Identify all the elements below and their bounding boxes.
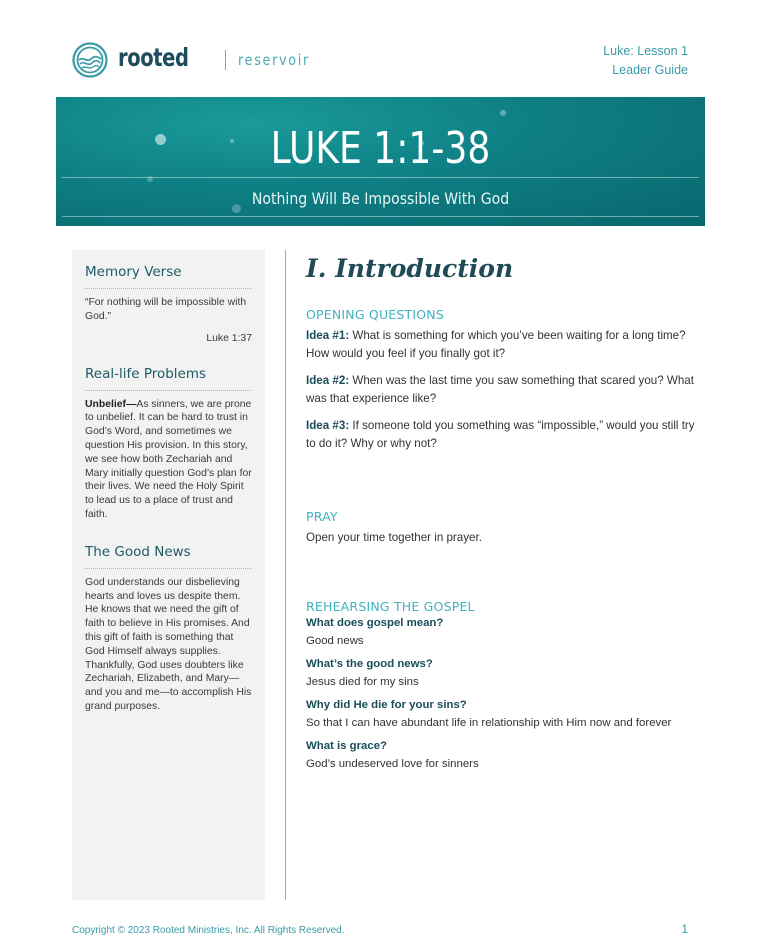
idea-item [306, 327, 696, 363]
gospel-question: What’s the good news? [306, 658, 433, 670]
gospel-question: What is grace? [306, 740, 388, 752]
memory-verse-reference: Luke 1:37 [206, 332, 252, 344]
title-banner [56, 97, 705, 226]
sidebar [72, 250, 265, 900]
gospel-heading: REHEARSING THE GOSPEL [306, 599, 475, 614]
banner-subtitle: Nothing Will Be Impossible With God [251, 189, 510, 208]
good-news-heading: The Good News [85, 544, 252, 569]
column-divider [285, 250, 286, 900]
problems-heading: Real-life Problems [85, 366, 252, 391]
logo-separator [225, 50, 226, 70]
problems-text [85, 398, 252, 522]
idea-text: What is something for which you’ve been waiting for a long time? How would you feel if you finally got it? [306, 329, 686, 360]
real-life-problems-section [85, 366, 252, 522]
idea-label: Idea #2: [306, 374, 350, 387]
banner-rule-bottom [62, 216, 699, 217]
wave-circle-logo-icon [72, 42, 108, 78]
bokeh-dot [500, 110, 506, 116]
memory-verse-text: “For nothing will be impossible with God.” [85, 297, 247, 322]
rehearsing-gospel-section [306, 599, 696, 773]
logo-subtitle: reservoir [238, 51, 310, 69]
problems-body: As sinners, we are prone to unbelief. It can be hard to trust in God’s Word, and sometimes we question His provision. In this story, we see how both Zechariah and Mary initially question God’s plan for their lives. We need the Holy Spirit to lead us to a place of trust and faith. [85, 398, 252, 520]
idea-text: When was the last time you saw something that scared you? What was that experience like? [306, 374, 694, 405]
pray-section [306, 509, 696, 547]
gospel-question: Why did He die for your sins? [306, 699, 467, 711]
main-content [306, 254, 696, 777]
banner-title: LUKE 1:1-38 [270, 123, 491, 174]
banner-rule-top [62, 177, 699, 178]
gospel-answer: Jesus died for my sins [306, 676, 419, 688]
rooted-logo [72, 42, 308, 78]
lesson-meta [603, 42, 688, 80]
idea-text: If someone told you something was “impossible,” would you still try to do it? Why or why not? [306, 419, 695, 450]
lesson-label: Luke: Lesson 1 [603, 44, 688, 58]
logo-wordmark: rooted [118, 43, 189, 72]
idea-label: Idea #1: [306, 329, 350, 342]
section-title: I. Introduction [306, 254, 514, 283]
gospel-answer: So that I can have abundant life in relationship with Him now and forever [306, 717, 672, 729]
copyright: Copyright © 2023 Rooted Ministries, Inc. All Rights Reserved. [72, 925, 345, 936]
idea-item [306, 417, 696, 453]
good-news-text: God understands our disbelieving hearts and loves us despite them. He knows that we need the gift of faith to believe in His promises. And this gift of faith is something that God Himself always supplies. Thankfully, God uses doubters like Zechariah, Elizabeth, and Mary—and you and me—to accomplish His grand purposes. [85, 576, 252, 712]
gospel-answer: God’s undeserved love for sinners [306, 758, 479, 770]
idea-label: Idea #3: [306, 419, 350, 432]
memory-verse-section [85, 264, 252, 344]
gospel-question: What does gospel mean? [306, 617, 444, 629]
opening-questions-heading: OPENING QUESTIONS [306, 307, 444, 322]
problems-lead: Unbelief— [85, 398, 137, 410]
page-number: 1 [681, 922, 688, 936]
guide-label: Leader Guide [612, 63, 688, 77]
memory-verse-heading: Memory Verse [85, 264, 252, 289]
pray-heading: PRAY [306, 509, 338, 524]
good-news-section [85, 544, 252, 714]
gospel-answer: Good news [306, 635, 364, 647]
idea-item [306, 372, 696, 408]
opening-questions-section [306, 307, 696, 453]
pray-text: Open your time together in prayer. [306, 531, 482, 544]
